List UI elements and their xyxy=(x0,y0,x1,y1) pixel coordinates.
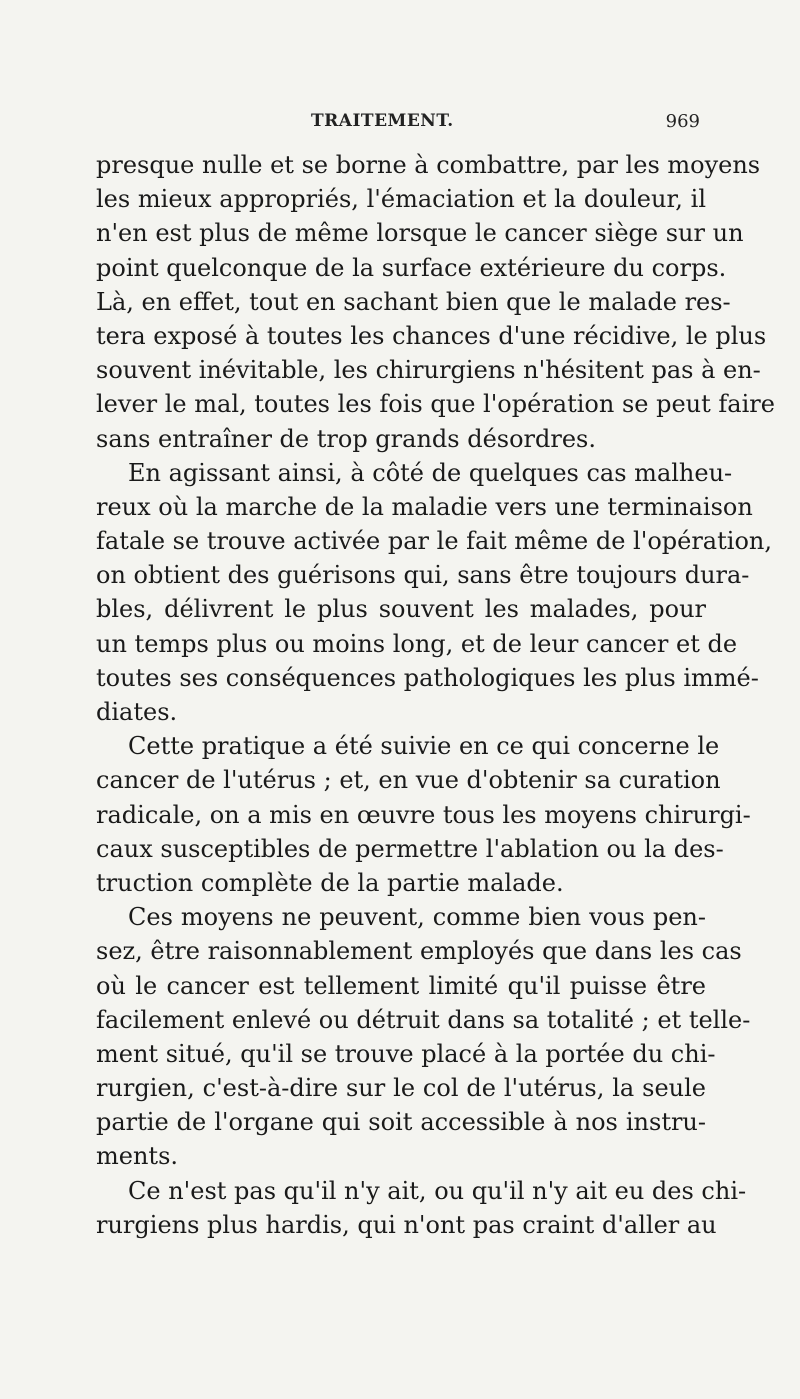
text-line: caux susceptibles de permettre l'ablation ou la des- xyxy=(96,834,724,863)
text-line: ments. xyxy=(96,1142,179,1171)
text-line: bles, délivrent le plus souvent les malades, pour xyxy=(96,595,706,624)
text-line: souvent inévitable, les chirurgiens n'hésitent pas à en- xyxy=(96,356,761,385)
paragraph xyxy=(96,148,775,456)
text-line: les mieux appropriés, l'émaciation et la douleur, il xyxy=(96,185,706,214)
text-line: on obtient des guérisons qui, sans être toujours dura- xyxy=(96,561,750,590)
text-line: rurgien, c'est-à-dire sur le col de l'utérus, la seule xyxy=(96,1074,706,1103)
text-line: rurgiens plus hardis, qui n'ont pas craint d'aller au xyxy=(96,1210,717,1239)
text-line: lever le mal, toutes les fois que l'opération se peut faire xyxy=(96,390,775,419)
body-text xyxy=(96,148,775,1242)
text-line: n'en est plus de même lorsque le cancer siège sur un xyxy=(96,219,744,248)
running-head: TRAITEMENT. xyxy=(311,111,454,131)
text-line: facilement enlevé ou détruit dans sa totalité ; et telle- xyxy=(96,1005,751,1034)
text-line: sans entraîner de trop grands désordres. xyxy=(96,424,597,453)
text-line: toutes ses conséquences pathologiques les plus immé- xyxy=(96,663,759,692)
text-line: radicale, on a mis en œuvre tous les moyens chirurgi- xyxy=(96,800,751,829)
text-line: Là, en effet, tout en sachant bien que le malade res- xyxy=(96,287,731,316)
text-line: sez, être raisonnablement employés que dans les cas xyxy=(96,937,742,966)
text-line: diates. xyxy=(96,698,178,726)
text-line: Ce n'est pas qu'il n'y ait, ou qu'il n'y ait eu des chi- xyxy=(128,1176,747,1205)
text-line: truction complète de la partie malade. xyxy=(96,868,564,897)
page-number: 969 xyxy=(665,111,700,132)
paragraph xyxy=(96,729,751,900)
text-line: cancer de l'utérus ; et, en vue d'obtenir sa curation xyxy=(96,766,721,795)
text-line: tera exposé à toutes les chances d'une récidive, le plus xyxy=(96,321,767,350)
text-line: point quelconque de la surface extérieure du corps. xyxy=(96,253,727,282)
text-line: ment situé, qu'il se trouve placé à la portée du chi- xyxy=(96,1039,716,1068)
text-line: où le cancer est tellement limité qu'il puisse être xyxy=(96,971,706,1000)
text-line: Ces moyens ne peuvent, comme bien vous pen- xyxy=(128,903,706,932)
text-line: En agissant ainsi, à côté de quelques cas malheu- xyxy=(128,458,733,487)
paragraph xyxy=(96,1174,747,1242)
text-line: fatale se trouve activée par le fait même de l'opération, xyxy=(96,527,772,556)
paragraph xyxy=(96,456,772,730)
text-line: partie de l'organe qui soit accessible à nos instru- xyxy=(96,1108,706,1137)
text-line: reux où la marche de la maladie vers une terminaison xyxy=(96,492,753,521)
text-line: Cette pratique a été suivie en ce qui concerne le xyxy=(128,732,720,761)
paragraph xyxy=(96,900,751,1174)
text-line: un temps plus ou moins long, et de leur cancer et de xyxy=(96,629,738,658)
page-header xyxy=(96,111,700,141)
text-line: presque nulle et se borne à combattre, par les moyens xyxy=(96,151,761,179)
